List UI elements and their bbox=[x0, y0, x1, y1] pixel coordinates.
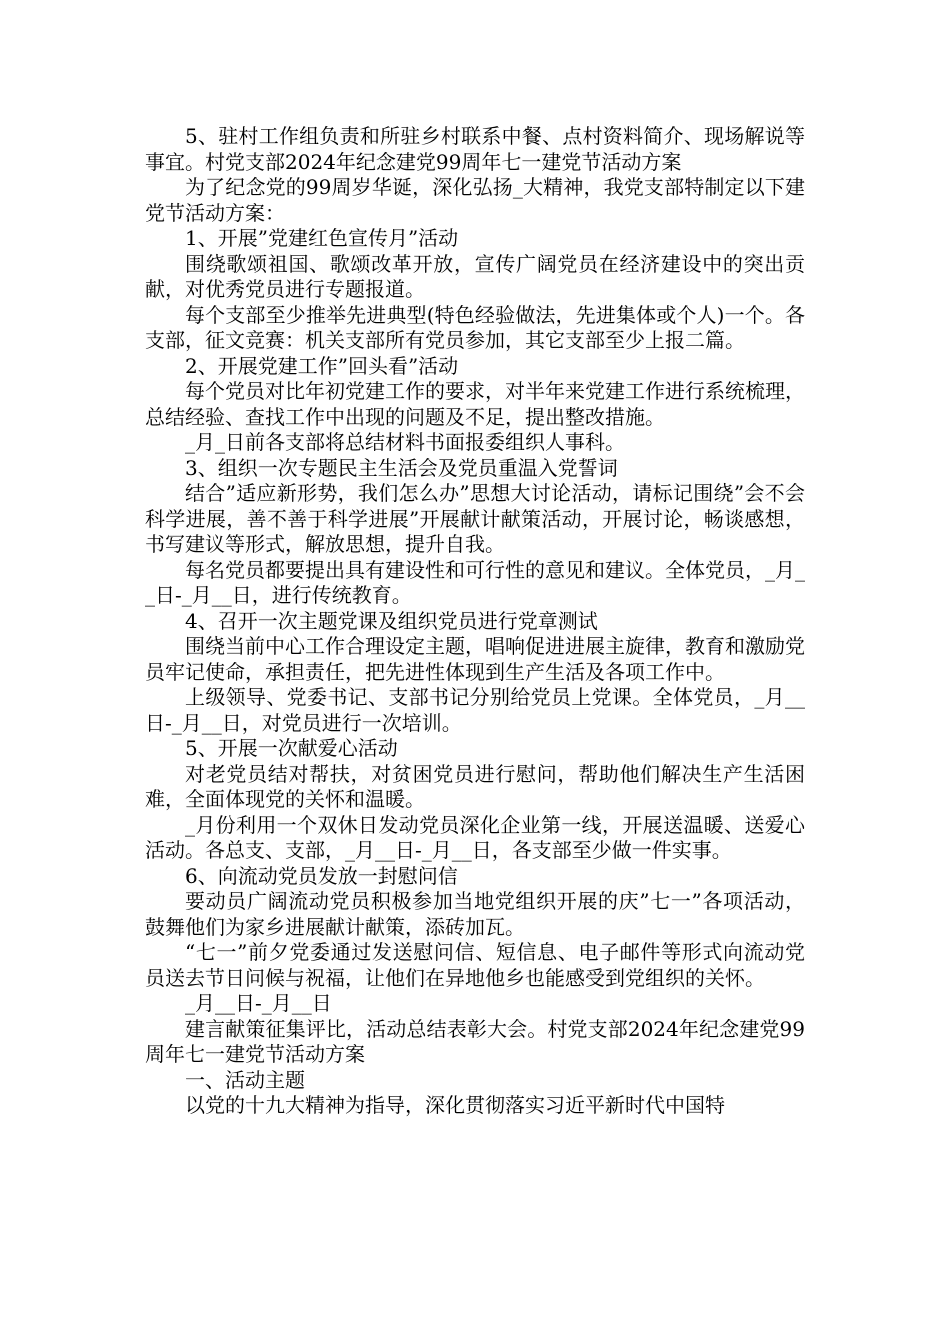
paragraph: 每个支部至少推举先进典型(特色经验做法，先进集体或个人)一个。各支部，征文竞赛：机关支部所有党员参加，其它支部至少上报二篇。 bbox=[145, 302, 805, 352]
section-heading: 一、活动主题 bbox=[185, 1067, 305, 1092]
paragraph: 围绕歌颂祖国、歌颂改革开放，宣传广阔党员在经济建设中的突出贡献，对优秀党员进行专题报道。 bbox=[145, 251, 805, 301]
section-heading: 2、开展党建工作”回头看”活动 bbox=[185, 353, 459, 378]
section-heading: 5、开展一次献爱心活动 bbox=[185, 736, 398, 760]
paragraph: 每个党员对比年初党建工作的要求，对半年来党建工作进行系统梳理，总结经验、查找工作中出现的问题及不足，提出整改措施。 bbox=[145, 379, 805, 429]
paragraph: 为了纪念党的99周岁华诞，深化弘扬_大精神，我党支部特制定以下建党节活动方案： bbox=[145, 175, 805, 225]
document-body bbox=[145, 124, 805, 1119]
section-heading: 4、召开一次主题党课及组织党员进行党章测试 bbox=[185, 608, 598, 633]
paragraph: _月__日-_月__日 bbox=[185, 991, 332, 1015]
section-heading: 6、向流动党员发放一封慰问信 bbox=[185, 863, 458, 888]
paragraph: _月_日前各支部将总结材料书面报委组织人事科。 bbox=[185, 430, 625, 454]
paragraph: 要动员广阔流动党员积极参加当地党组织开展的庆”七一”各项活动，鼓舞他们为家乡进展献计献策，添砖加瓦。 bbox=[145, 889, 805, 939]
paragraph: 每名党员都要提出具有建设性和可行性的意见和建议。全体党员，_月__日-_月__日，进行传统教育。 bbox=[145, 557, 805, 607]
paragraph: 5、驻村工作组负责和所驻乡村联系中餐、点村资料简介、现场解说等事宜。村党支部2024年纪念建党99周年七一建党节活动方案 bbox=[145, 124, 805, 174]
paragraph: 以党的十九大精神为指导，深化贯彻落实习近平新时代中国特 bbox=[185, 1093, 725, 1117]
paragraph: 结合”适应新形势，我们怎么办”思想大讨论活动，请标记围绕”会不会科学进展，善不善于科学进展”开展献计献策活动，开展讨论，畅谈感想，书写建议等形式，解放思想，提升自我。 bbox=[145, 481, 805, 556]
section-heading: 3、组织一次专题民主生活会及党员重温入党誓词 bbox=[185, 455, 618, 480]
paragraph: 围绕当前中心工作合理设定主题，唱响促进进展主旋律，教育和激励党员牢记使命，承担责任，把先进性体现到生产生活及各项工作中。 bbox=[145, 634, 805, 684]
paragraph: 建言献策征集评比，活动总结表彰大会。村党支部2024年纪念建党99周年七一建党节活动方案 bbox=[145, 1016, 805, 1066]
paragraph: _月份利用一个双休日发动党员深化企业第一线，开展送温暖、送爱心活动。各总支、支部，_月__日-_月__日，各支部至少做一件实事。 bbox=[145, 812, 805, 862]
section-heading: 1、开展”党建红色宣传月”活动 bbox=[185, 226, 459, 250]
paragraph: 对老党员结对帮扶，对贫困党员进行慰问，帮助他们解决生产生活困难，全面体现党的关怀和温暖。 bbox=[145, 761, 805, 811]
paragraph: “七一”前夕党委通过发送慰问信、短信息、电子邮件等形式向流动党员送去节日问候与祝福，让他们在异地他乡也能感受到党组织的关怀。 bbox=[145, 940, 805, 990]
paragraph: 上级领导、党委书记、支部书记分别给党员上党课。全体党员，_月__日-_月__日，对党员进行一次培训。 bbox=[145, 685, 805, 735]
